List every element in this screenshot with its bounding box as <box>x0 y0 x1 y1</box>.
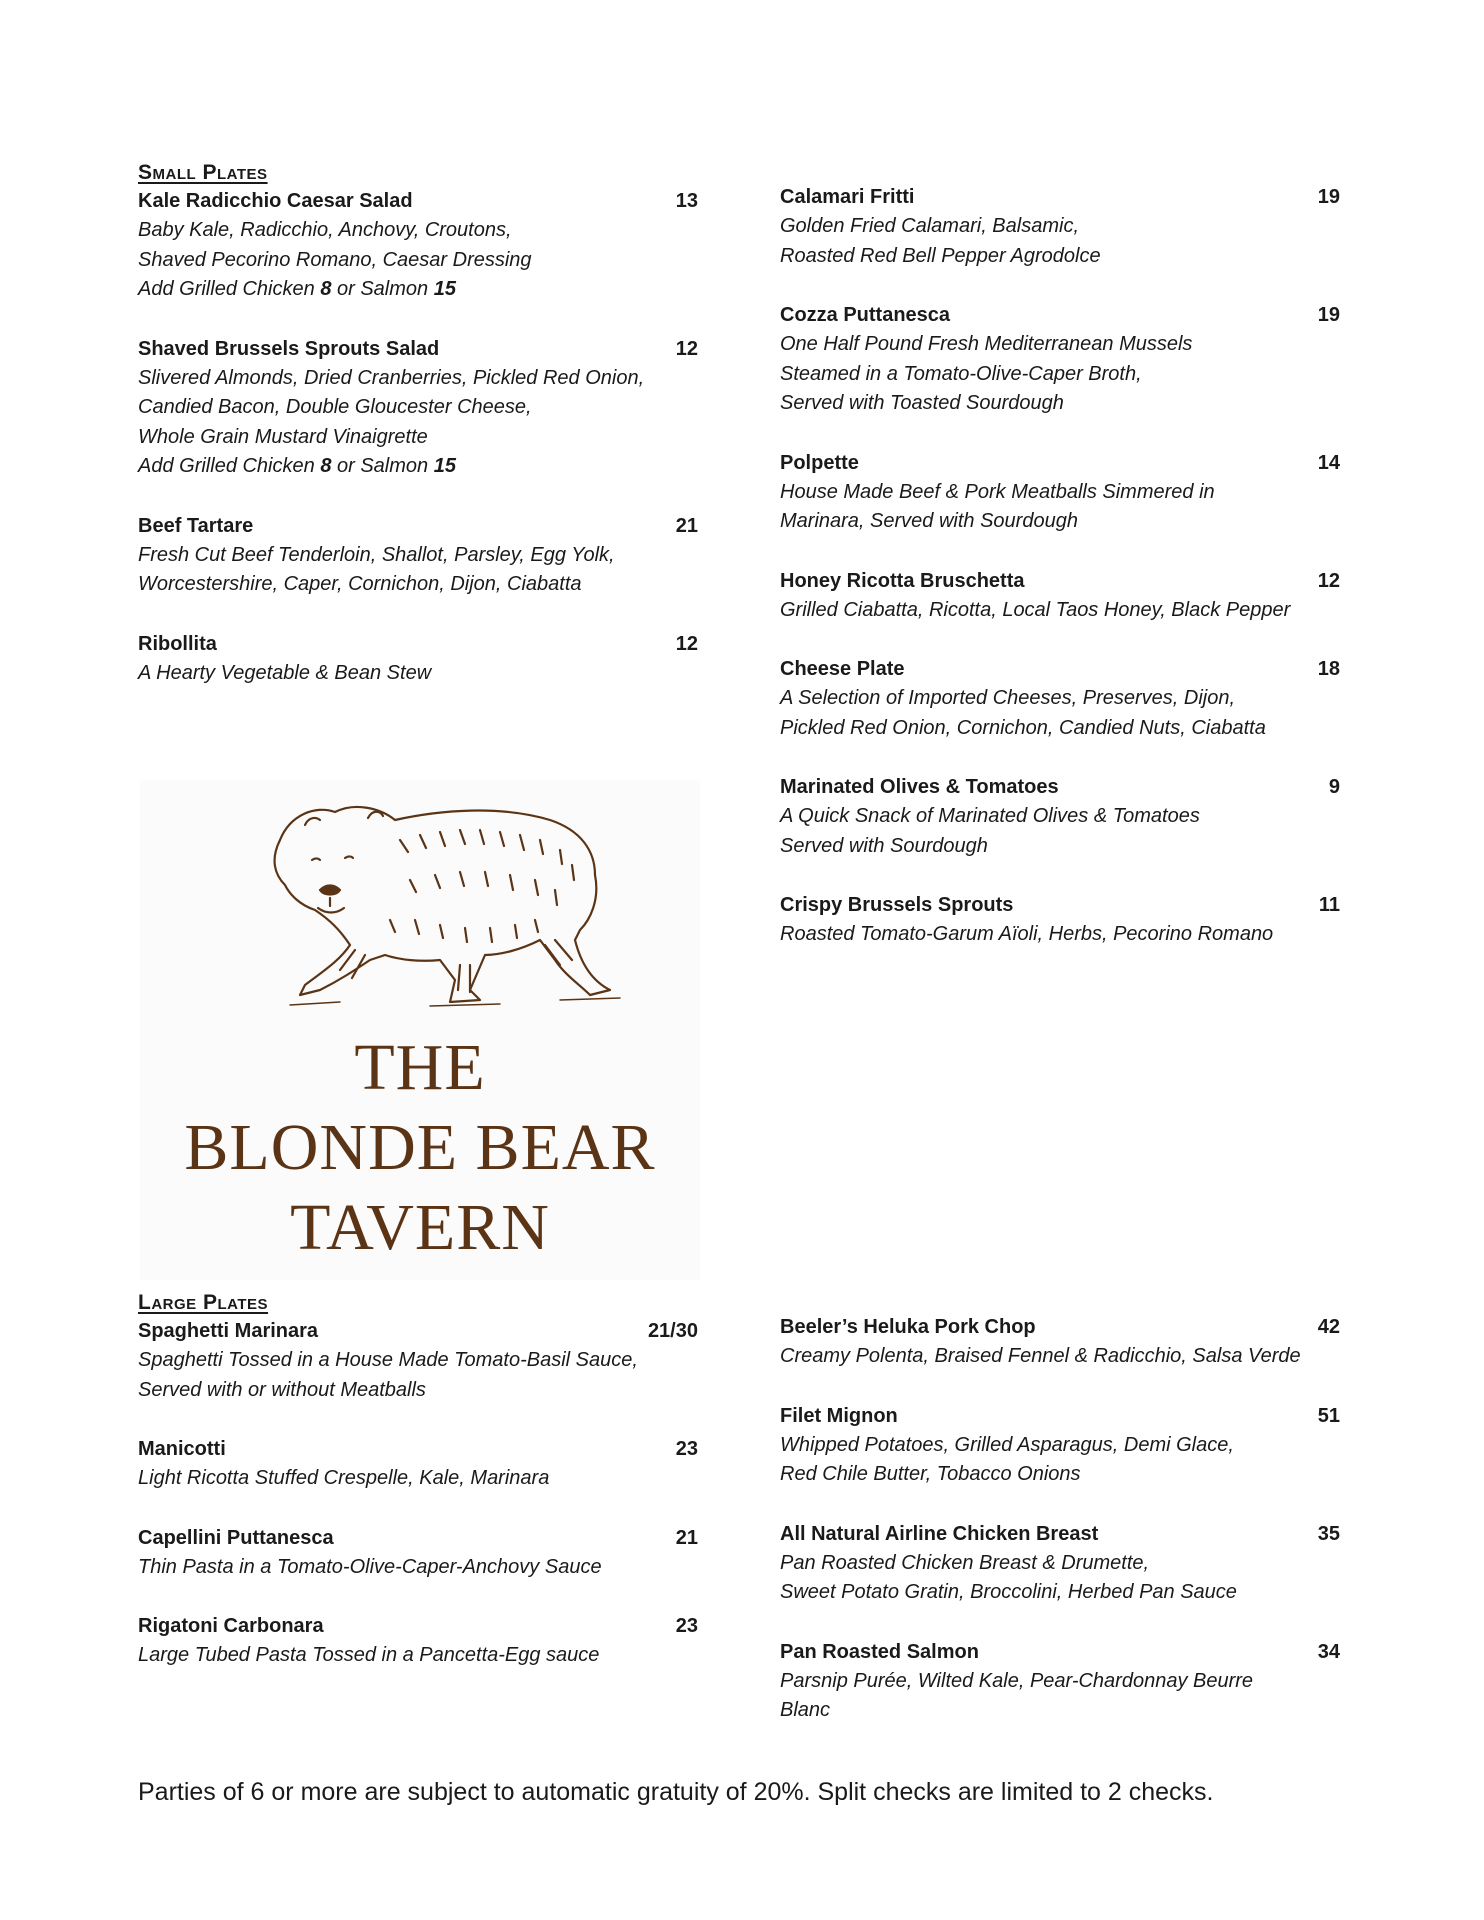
menu-item-name: Cozza Puttanesca <box>780 304 951 326</box>
small-plates-left-column <box>138 160 698 717</box>
small-plates-right-column <box>780 182 1340 979</box>
menu-item-price: 21/30 <box>647 1320 698 1342</box>
menu-item-description: Golden Fried Calamari, Balsamic, Roasted Red Bell Pepper Agrodolce <box>780 215 1101 267</box>
menu-item-description: Fresh Cut Beef Tenderloin, Shallot, Parsley, Egg Yolk, Worcestershire, Caper, Cornichon, Dijon, Ciabatta <box>138 543 615 595</box>
menu-item-header <box>780 300 1340 330</box>
menu-item-header <box>138 1316 698 1346</box>
menu-item-price: 18 <box>1317 658 1340 680</box>
menu-item-price: 12 <box>675 337 698 360</box>
menu-item <box>138 629 698 689</box>
menu-item-description: Slivered Almonds, Dried Cranberries, Pickled Red Onion, Candied Bacon, Double Gloucester Cheese, Whole Grain Mustard Vinaigrette <box>138 366 645 448</box>
menu-item <box>780 1637 1340 1726</box>
menu-item <box>780 1519 1340 1608</box>
large-plates-right-column <box>780 1312 1340 1755</box>
logo-text-tavern: TAVERN <box>290 1191 550 1264</box>
menu-item-description: Roasted Tomato-Garum Aïoli, Herbs, Pecorino Romano <box>780 923 1274 945</box>
menu-item-header <box>780 182 1340 212</box>
bear-illustration-icon <box>140 780 700 1030</box>
menu-item-header <box>780 1312 1340 1342</box>
menu-item-description: Parsnip Purée, Wilted Kale, Pear-Chardonnay Beurre Blanc <box>780 1669 1254 1721</box>
menu-item <box>780 448 1340 537</box>
menu-item-header <box>780 1401 1340 1431</box>
menu-item-price: 34 <box>1317 1640 1340 1663</box>
menu-item-price: 35 <box>1317 1522 1340 1545</box>
addon-mid: or Salmon <box>331 278 434 300</box>
menu-item <box>780 1312 1340 1372</box>
menu-list <box>780 182 1340 950</box>
menu-item <box>780 772 1340 861</box>
menu-item-description: A Hearty Vegetable & Bean Stew <box>138 661 432 684</box>
menu-item-price: 14 <box>1317 451 1340 474</box>
menu-item-name: Beeler’s Heluka Pork Chop <box>780 1316 1036 1338</box>
menu-item-name: Rigatoni Carbonara <box>138 1615 324 1637</box>
menu-item <box>138 1523 698 1583</box>
menu-item-description: Pan Roasted Chicken Breast & Drumette, Sweet Potato Gratin, Broccolini, Herbed Pan Sauce <box>780 1551 1237 1603</box>
menu-item <box>780 300 1340 419</box>
footer-note: Parties of 6 or more are subject to automatic gratuity of 20%. Split checks are limited to 2 checks. <box>138 1778 1214 1806</box>
menu-item-price: 9 <box>1328 776 1340 798</box>
menu-item-price: 51 <box>1317 1404 1340 1427</box>
menu-item-header <box>138 186 698 216</box>
menu-item <box>138 1611 698 1671</box>
menu-item-addon <box>138 452 698 482</box>
menu-item-header <box>138 511 698 541</box>
menu-list <box>780 1312 1340 1726</box>
menu-item-name: Filet Mignon <box>780 1404 898 1427</box>
menu-item-name: Cheese Plate <box>780 658 905 680</box>
menu-item-name: Spaghetti Marinara <box>138 1320 319 1342</box>
menu-item-header <box>780 448 1340 478</box>
menu-item-price: 11 <box>1318 894 1340 916</box>
menu-item-name: Polpette <box>780 451 859 474</box>
menu-item-price: 42 <box>1317 1316 1340 1338</box>
menu-item-description: Creamy Polenta, Braised Fennel & Radicchio, Salsa Verde <box>780 1345 1301 1367</box>
menu-item-name: Crispy Brussels Sprouts <box>780 894 1014 916</box>
large-plates-left-column <box>138 1290 698 1700</box>
menu-item-price: 23 <box>675 1615 698 1637</box>
menu-item-name: Capellini Puttanesca <box>138 1526 334 1549</box>
addon-prefix: Add Grilled Chicken <box>138 455 321 477</box>
menu-item-price: 21 <box>675 514 698 537</box>
menu-item <box>138 1316 698 1405</box>
menu-item-description: Large Tubed Pasta Tossed in a Pancetta-Egg sauce <box>138 1644 600 1666</box>
addon-prefix: Add Grilled Chicken <box>138 278 321 300</box>
menu-item-price: 23 <box>675 1438 698 1460</box>
menu-item-price: 19 <box>1317 304 1340 326</box>
menu-item-header <box>780 1519 1340 1549</box>
menu-item-header <box>780 566 1340 596</box>
menu-item-price: 13 <box>675 190 698 212</box>
menu-item-name: Kale Radicchio Caesar Salad <box>138 190 413 212</box>
section-title-large-plates: Large Plates <box>138 1291 269 1314</box>
menu-item-description: Whipped Potatoes, Grilled Asparagus, Demi Glace, Red Chile Butter, Tobacco Onions <box>780 1433 1234 1485</box>
logo <box>140 780 700 1280</box>
menu-item-header <box>780 654 1340 684</box>
addon-price-chicken: 8 <box>320 278 332 300</box>
menu-item-name: Marinated Olives & Tomatoes <box>780 776 1059 798</box>
addon-price-salmon: 15 <box>433 455 456 477</box>
menu-item-header <box>780 772 1340 802</box>
addon-mid: or Salmon <box>331 455 434 477</box>
menu-item-addon <box>138 275 698 305</box>
menu-item-header <box>138 629 698 659</box>
logo-text-blonde-bear: BLONDE BEAR <box>184 1111 656 1184</box>
logo-text-the: THE <box>354 1031 486 1104</box>
menu-item-header <box>138 1611 698 1641</box>
menu-item-header <box>780 890 1340 920</box>
menu-item <box>138 186 698 305</box>
menu-item-name: All Natural Airline Chicken Breast <box>780 1522 1099 1545</box>
menu-item <box>780 890 1340 950</box>
menu-item <box>780 566 1340 626</box>
menu-list <box>138 1316 698 1671</box>
menu-item-description: A Quick Snack of Marinated Olives & Tomatoes Served with Sourdough <box>780 805 1200 857</box>
menu-item-description: Grilled Ciabatta, Ricotta, Local Taos Honey, Black Pepper <box>780 598 1291 621</box>
menu-item-price: 12 <box>1317 569 1340 592</box>
menu-item-name: Calamari Fritti <box>780 186 915 208</box>
menu-item-description: Baby Kale, Radicchio, Anchovy, Croutons, Shaved Pecorino Romano, Caesar Dressing <box>138 219 532 271</box>
menu-list <box>138 186 698 688</box>
menu-item-name: Honey Ricotta Bruschetta <box>780 569 1025 592</box>
addon-price-salmon: 15 <box>433 278 456 300</box>
menu-item-name: Beef Tartare <box>138 514 254 537</box>
addon-price-chicken: 8 <box>320 455 332 477</box>
menu-item-header <box>780 1637 1340 1667</box>
menu-item-price: 19 <box>1317 186 1340 208</box>
menu-item-description: One Half Pound Fresh Mediterranean Mussels Steamed in a Tomato-Olive-Caper Broth, Served with Toasted Sourdough <box>780 333 1193 414</box>
menu-item <box>780 1401 1340 1490</box>
menu-item-header <box>138 1434 698 1464</box>
menu-item-description: Light Ricotta Stuffed Crespelle, Kale, Marinara <box>138 1467 550 1489</box>
menu-item-description: Thin Pasta in a Tomato-Olive-Caper-Anchovy Sauce <box>138 1555 602 1578</box>
menu-item <box>138 334 698 482</box>
section-title-small-plates: Small Plates <box>138 161 268 184</box>
menu-item-price: 12 <box>675 632 698 655</box>
menu-item-description: House Made Beef & Pork Meatballs Simmered in Marinara, Served with Sourdough <box>780 480 1215 532</box>
menu-item-name: Shaved Brussels Sprouts Salad <box>138 337 440 360</box>
menu-item-description: A Selection of Imported Cheeses, Preserves, Dijon, Pickled Red Onion, Cornichon, Candied Nuts, Ciabatta <box>780 687 1266 739</box>
menu-item <box>780 654 1340 743</box>
menu-item-price: 21 <box>675 1526 698 1549</box>
menu-item-name: Manicotti <box>138 1438 226 1460</box>
menu-item-description: Spaghetti Tossed in a House Made Tomato-Basil Sauce, Served with or without Meatballs <box>138 1349 638 1401</box>
menu-item-name: Ribollita <box>138 632 217 655</box>
menu-item-header <box>138 334 698 364</box>
menu-item <box>780 182 1340 271</box>
menu-item <box>138 1434 698 1494</box>
menu-item-header <box>138 1523 698 1553</box>
menu-item-name: Pan Roasted Salmon <box>780 1640 979 1663</box>
menu-item <box>138 511 698 600</box>
